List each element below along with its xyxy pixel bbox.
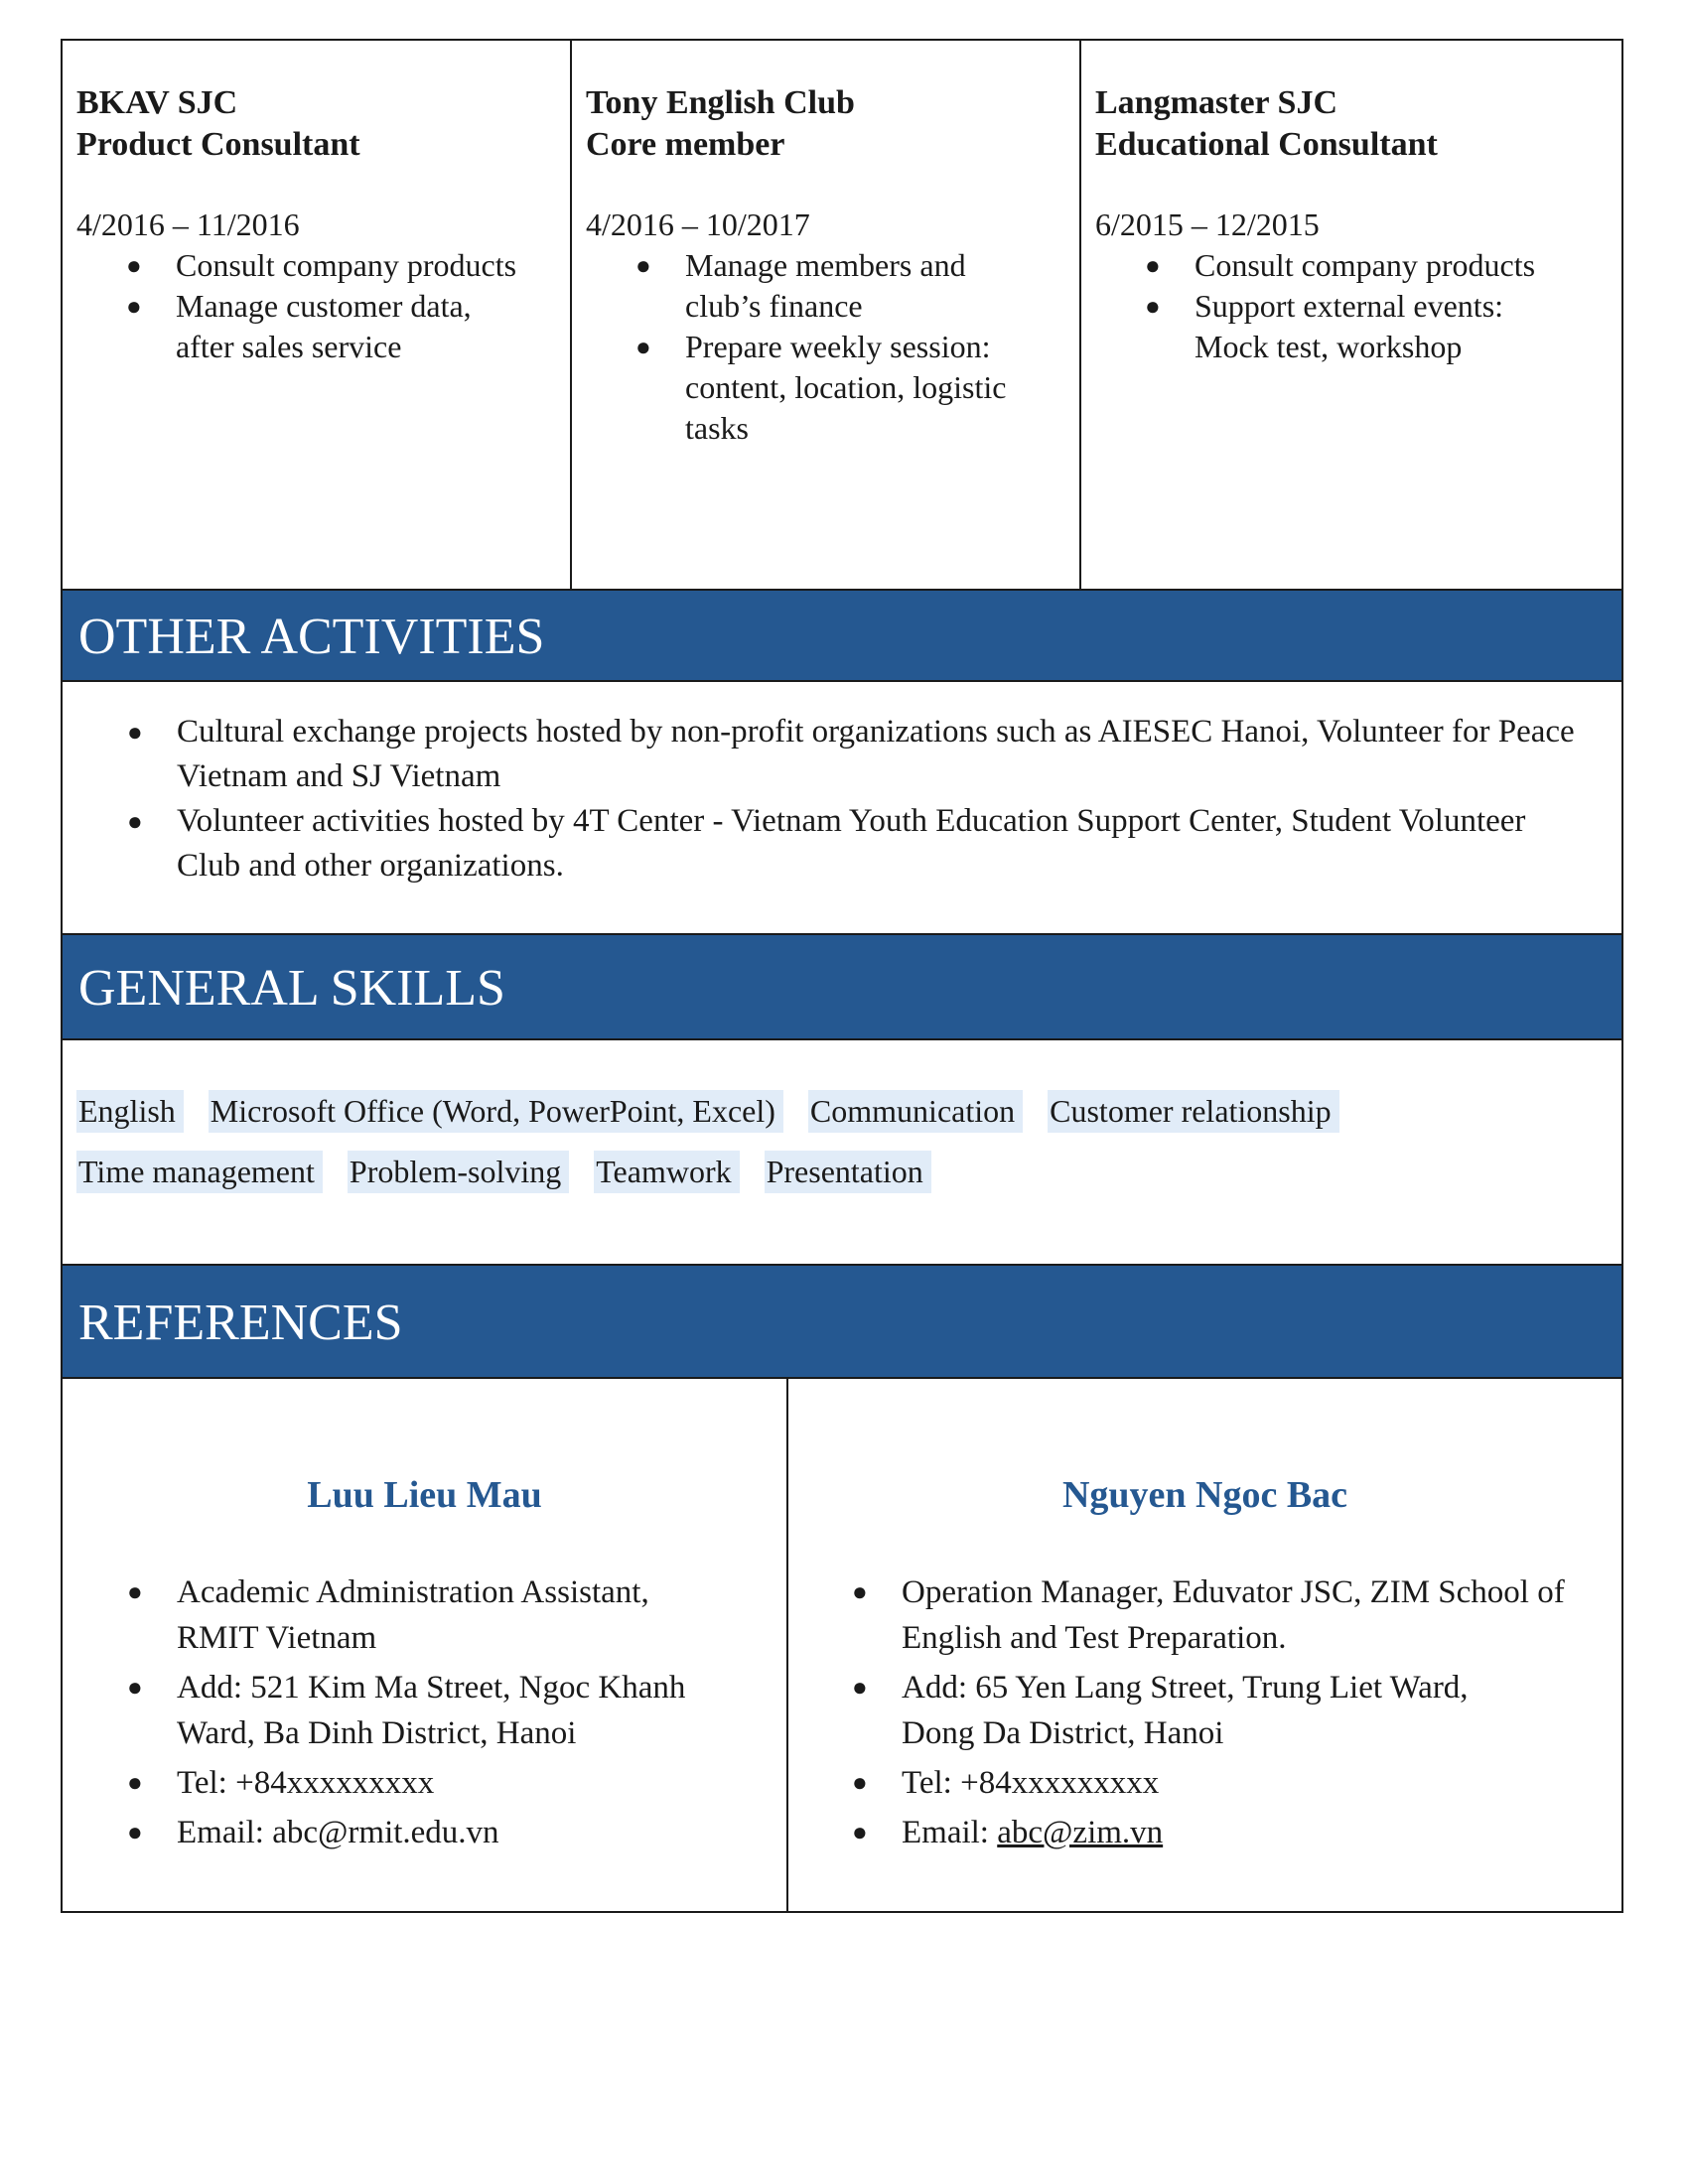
section-header-general-skills: GENERAL SKILLS: [61, 933, 1623, 1040]
experience-org: Langmaster SJC: [1095, 84, 1337, 121]
section-header-other-activities: OTHER ACTIVITIES: [61, 589, 1623, 682]
list-item: ● Consult company products: [176, 245, 533, 286]
reference-tel: ● Tel: +84xxxxxxxxx: [177, 1760, 786, 1806]
skill-tag: Customer relationship: [1048, 1090, 1339, 1133]
list-item: ● Consult company products: [1195, 245, 1552, 286]
experience-role: Core member: [586, 126, 785, 163]
experience-org: BKAV SJC: [76, 84, 238, 121]
skill-row: [76, 1090, 1621, 1133]
skill-tag: Problem-solving: [348, 1151, 569, 1193]
section-header-references: REFERENCES: [61, 1264, 1623, 1379]
email-value: abc@rmit.edu.vn: [272, 1815, 499, 1850]
reference-address: ● Add: 65 Yen Lang Street, Trung Liet Ward, Dong Da District, Hanoi: [902, 1665, 1547, 1756]
reference-email: [902, 1810, 1621, 1855]
email-link[interactable]: abc@zim.vn: [997, 1815, 1164, 1850]
skill-tag: Time management: [76, 1151, 323, 1193]
reference-tel: ● Tel: +84xxxxxxxxx: [902, 1760, 1621, 1806]
general-skills-section: [61, 1038, 1623, 1265]
experience-bullets: [1195, 245, 1552, 367]
other-activities-section: [61, 680, 1623, 934]
list-item: ● Cultural exchange projects hosted by non-profit organizations such as AIESEC Hanoi, Volunteer for Peace Vietnam and SJ Vietnam: [177, 710, 1582, 799]
skill-tag: Communication: [808, 1090, 1023, 1133]
reference-position: ● Academic Administration Assistant, RMIT Vietnam: [177, 1570, 733, 1661]
email-label: Email:: [177, 1815, 273, 1850]
reference-position: ● Operation Manager, Eduvator JSC, ZIM School of English and Test Preparation.: [902, 1570, 1577, 1661]
experience-column: [63, 41, 570, 589]
skill-tag: English: [76, 1090, 184, 1133]
skill-tag: Teamwork: [594, 1151, 739, 1193]
skill-row: [76, 1151, 1621, 1193]
reference-card: [786, 1379, 1621, 1911]
reference-details: [902, 1570, 1621, 1855]
experience-role: Product Consultant: [76, 126, 360, 163]
experience-table: [61, 39, 1623, 591]
list-item: ● Support external events: Mock test, workshop: [1195, 286, 1552, 367]
experience-column: [570, 41, 1079, 589]
list-item: ● Manage members and club’s finance: [685, 245, 1043, 327]
experience-bullets: [685, 245, 1043, 449]
experience-column: [1079, 41, 1621, 589]
email-label: Email:: [902, 1815, 998, 1850]
list-item: ● Manage customer data, after sales service: [176, 286, 533, 367]
experience-dates: 4/2016 – 10/2017: [586, 206, 810, 242]
reference-name: Nguyen Ngoc Bac: [1061, 1474, 1348, 1516]
skill-tag: Microsoft Office (Word, PowerPoint, Excel): [209, 1090, 783, 1133]
experience-org: Tony English Club: [586, 84, 855, 121]
experience-dates: 4/2016 – 11/2016: [76, 206, 300, 242]
references-section: [61, 1377, 1623, 1913]
reference-email: [177, 1810, 786, 1855]
list-item: ● Volunteer activities hosted by 4T Center - Vietnam Youth Education Support Center, Student Volunteer Club and other organizations.: [177, 799, 1582, 888]
experience-role: Educational Consultant: [1095, 126, 1438, 163]
skill-tag: Presentation: [765, 1151, 931, 1193]
experience-dates: 6/2015 – 12/2015: [1095, 206, 1320, 242]
reference-name: Luu Lieu Mau: [307, 1474, 542, 1516]
reference-details: [177, 1570, 786, 1855]
reference-address: ● Add: 521 Kim Ma Street, Ngoc Khanh Ward, Ba Dinh District, Hanoi: [177, 1665, 733, 1756]
reference-card: [63, 1379, 786, 1911]
other-activities-list: [177, 710, 1582, 888]
experience-bullets: [176, 245, 533, 367]
list-item: ● Prepare weekly session: content, location, logistic tasks: [685, 327, 1043, 449]
